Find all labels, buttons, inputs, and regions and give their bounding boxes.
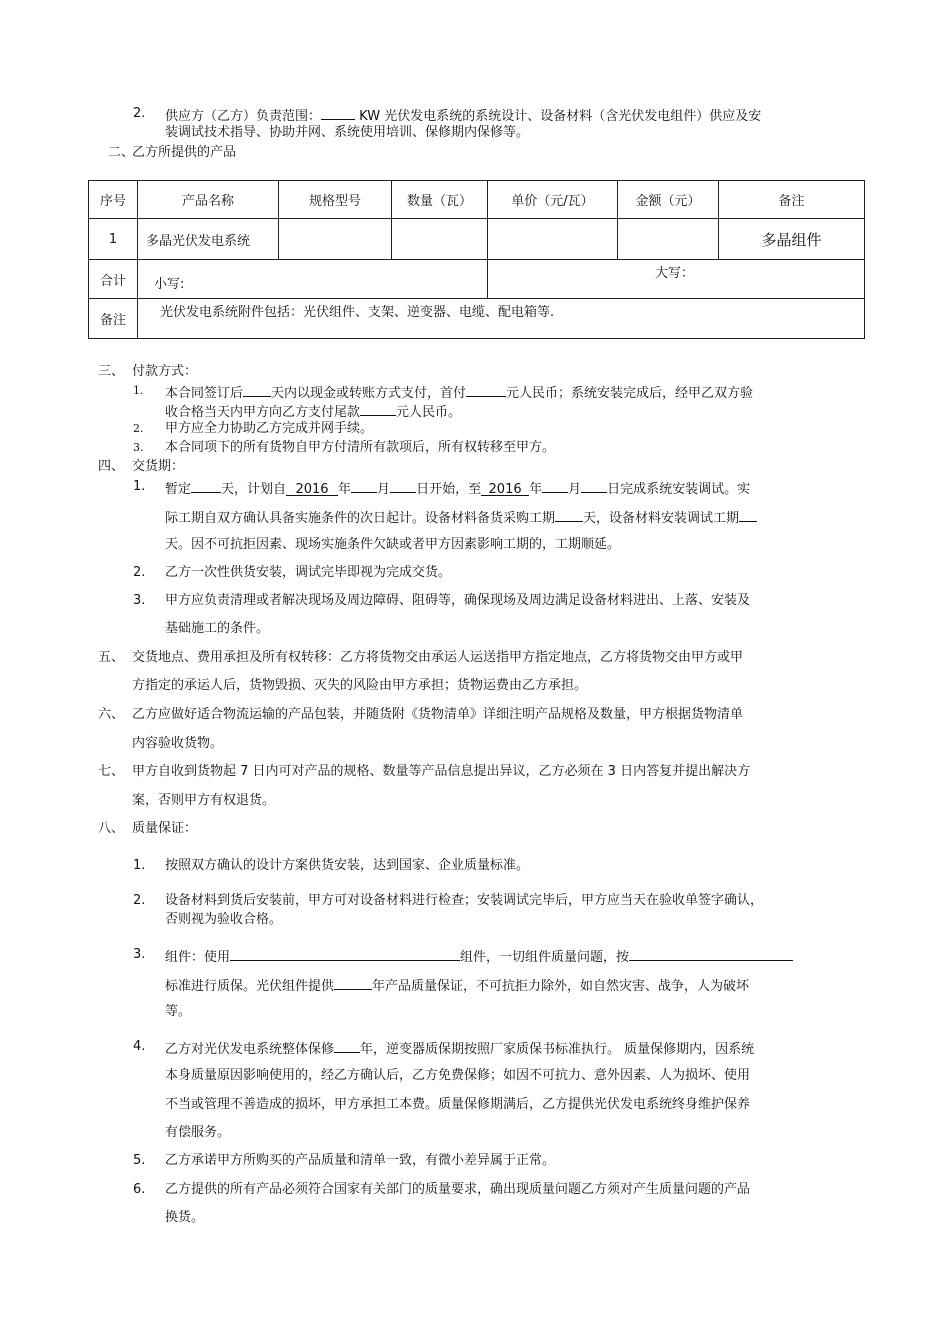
quality-item-number: 4. xyxy=(133,1039,146,1054)
section8-number: 八、 xyxy=(98,821,125,836)
section5-number: 五、 xyxy=(98,650,125,665)
quality-item-4-line3: 不当或管理不善造成的损坏，甲方承担工本费。质量保修期满后，乙方提供光伏发电系统终身维护保养 xyxy=(165,1097,751,1112)
delivery-item-3-line1: 甲方应负责清理或者解决现场及周边障碍、阻碍等，确保现场及周边满足设备材料进出、上落、安装及 xyxy=(165,593,751,608)
delivery-item-1-line3: 天。因不可抗拒因素、现场实施条件欠缺或者甲方因素影响工期的，工期顺延。 xyxy=(165,537,621,552)
scope-item-line2: 装调试技术指导、协助并网、系统使用培训、保修期内保修等。 xyxy=(165,125,530,140)
quality-item-5: 乙方承诺甲方所购买的产品质量和清单一致，有微小差异属于正常。 xyxy=(165,1153,556,1168)
section7-number: 七、 xyxy=(98,764,125,779)
product-remark: 多晶组件 xyxy=(719,219,865,260)
section2-title: 乙方所提供的产品 xyxy=(132,145,237,160)
header-cell: 规格型号 xyxy=(279,181,392,219)
quality-item-3-line2: 标准进行质保。光伏组件提供 年产品质量保证，不可抗拒力除外，如自然灾害、战争，人为破坏 xyxy=(165,975,749,996)
product-amount xyxy=(618,219,719,260)
delivery-item-number: 1. xyxy=(133,479,146,494)
total-row xyxy=(89,260,865,299)
delivery-item-number: 3. xyxy=(133,593,146,608)
quality-item-2-line1: 设备材料到货后安装前，甲方可对设备材料进行检查；安装调试完毕后，甲方应当天在验收单签字确认， xyxy=(165,893,764,908)
quality-item-6-line1: 乙方提供的所有产品必须符合国家有关部门的质量要求，确出现质量问题乙方须对产生质量问题的产品 xyxy=(165,1182,751,1197)
product-qty xyxy=(392,219,488,260)
product-spec xyxy=(279,219,392,260)
row-number: 1 xyxy=(89,219,138,260)
delivery-item-3-line2: 基础施工的条件。 xyxy=(165,621,270,636)
delivery-item-1-line1: 暂定 天，计划自 2016 年 月 日开始，至 2016 年 月 日完成系统安装调试。实 xyxy=(165,478,750,499)
payment-item-1-line2: 收合格当天内甲方向乙方支付尾款 元人民币。 xyxy=(165,401,461,422)
table-row xyxy=(89,219,865,260)
header-cell: 单价（元/瓦） xyxy=(488,181,618,219)
section8-title: 质量保证： xyxy=(132,821,198,836)
product-table xyxy=(88,180,865,339)
quality-item-number: 5. xyxy=(133,1153,146,1168)
quality-item-3-line1: 组件：使用 组件，一切组件质量问题，按 xyxy=(165,946,793,967)
section4-title: 交货期： xyxy=(132,459,185,474)
section4-number: 四、 xyxy=(98,459,125,474)
quality-item-3-line3: 等。 xyxy=(165,1004,192,1019)
header-cell: 产品名称 xyxy=(138,181,279,219)
payment-item-2: 甲方应全力协助乙方完成并网手续。 xyxy=(165,421,374,436)
section6-line2: 内容验收货物。 xyxy=(132,736,224,751)
delivery-item-1-line2: 际工期自双方确认具备实施条件的次日起计。设备材料备货采购工期 天，设备材料安装调试工期 xyxy=(165,507,757,528)
header-cell: 序号 xyxy=(89,181,138,219)
quality-item-number: 1. xyxy=(133,858,146,873)
total-small: 小写: xyxy=(138,260,488,299)
quality-item-4-line4: 有偿服务。 xyxy=(165,1125,231,1140)
quality-item-number: 3. xyxy=(133,947,146,962)
total-label: 合计 xyxy=(89,260,138,299)
delivery-item-number: 2. xyxy=(133,565,146,580)
quality-item-number: 2. xyxy=(133,893,146,908)
payment-item-3: 本合同项下的所有货物自甲方付清所有款项后，所有权转移至甲方。 xyxy=(165,440,556,455)
section6-line1: 乙方应做好适合物流运输的产品包装，并随货附《货物清单》详细注明产品规格及数量，甲方根据货物清单 xyxy=(132,707,744,722)
quality-item-4-line1: 乙方对光伏发电系统整体保修 年，逆变器质保期按照厂家质保书标准执行。 质量保修期内，因系统 xyxy=(165,1038,754,1059)
quality-item-6-line2: 换货。 xyxy=(165,1210,205,1225)
scope-item-line1: 供应方（乙方）负责范围： KW 光伏发电系统的系统设计、设备材料（含光伏发电组件）供应及安 xyxy=(165,105,761,126)
quality-item-2-line2: 否则视为验收合格。 xyxy=(165,912,283,927)
section3-title: 付款方式： xyxy=(132,364,198,379)
section5-line2: 方指定的承运人后，货物毁损、灭失的风险由甲方承担；货物运费由乙方承担。 xyxy=(132,678,588,693)
product-name: 多晶光伏发电系统 xyxy=(138,219,279,260)
section7-line1: 甲方自收到货物起 7 日内可对产品的规格、数量等产品信息提出异议，乙方必须在 3 日内答复并提出解决方 xyxy=(132,764,751,779)
section7-line2: 案，否则甲方有权退货。 xyxy=(132,793,276,808)
total-big: 大写： xyxy=(488,260,865,299)
header-cell: 备注 xyxy=(719,181,865,219)
quality-item-number: 6. xyxy=(133,1182,146,1197)
note-label: 备注 xyxy=(89,299,138,339)
table-header-row xyxy=(89,181,865,219)
product-price xyxy=(488,219,618,260)
note-row xyxy=(89,299,865,339)
quality-item-1: 按照双方确认的设计方案供货安装，达到国家、企业质量标准。 xyxy=(165,858,530,873)
payment-item-1-line1: 本合同签订后 天内以现金或转账方式支付，首付 元人民币；系统安装完成后，经甲乙双方验 xyxy=(165,382,753,403)
section5-line1: 交货地点、费用承担及所有权转移：乙方将货物交由承运人运送指甲方指定地点，乙方将货物交由甲方或甲 xyxy=(132,650,744,665)
note-text: 光伏发电系统附件包括：光伏组件、支架、逆变器、电缆、配电箱等. xyxy=(138,299,865,339)
header-cell: 金额（元） xyxy=(618,181,719,219)
payment-item-number: 1. xyxy=(133,384,144,397)
section6-number: 六、 xyxy=(98,707,125,722)
payment-item-number: 3. xyxy=(133,441,144,454)
quality-item-4-line2: 本身质量原因影响使用的，经乙方确认后，乙方免费保修；如因不可抗力、意外因素、人为损坏、使用 xyxy=(165,1068,751,1083)
payment-item-number: 2. xyxy=(133,422,144,435)
section3-number: 三、 xyxy=(98,364,125,379)
delivery-item-2: 乙方一次性供货安装，调试完毕即视为完成交货。 xyxy=(165,565,452,580)
scope-item-number: 2. xyxy=(133,106,146,121)
header-cell: 数量（瓦） xyxy=(392,181,488,219)
section2-number: 二、 xyxy=(108,145,135,160)
